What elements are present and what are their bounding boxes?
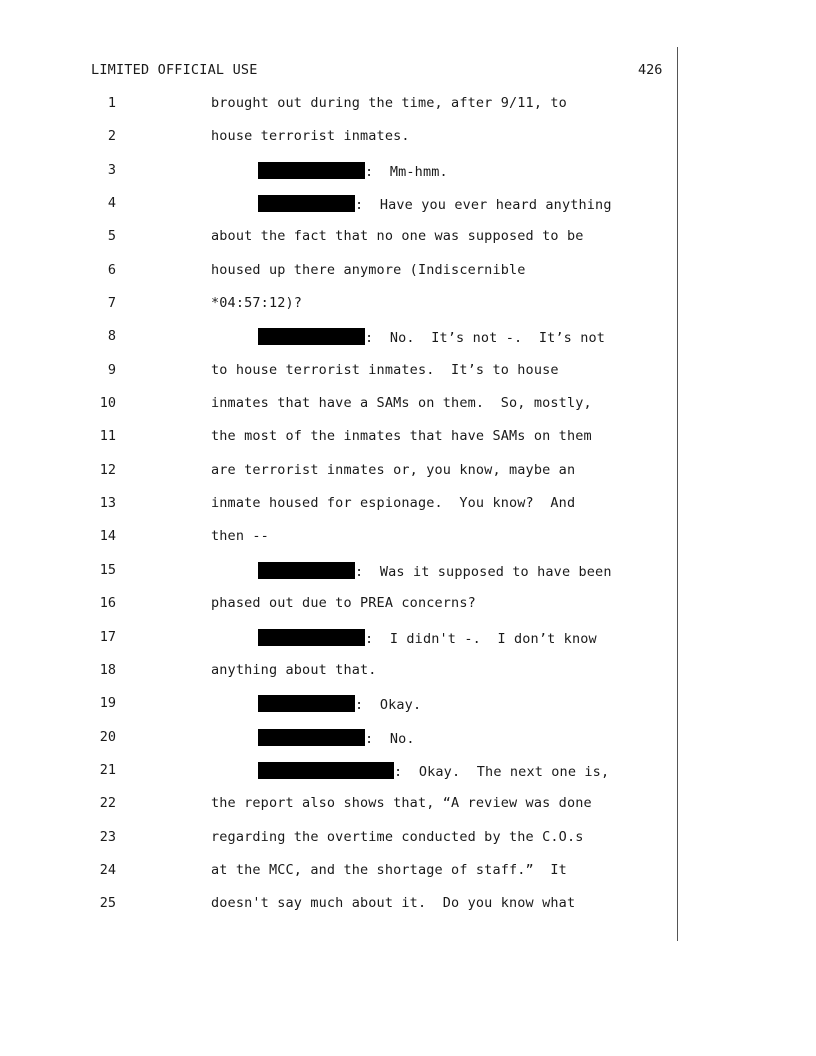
line-text: house terrorist inmates. xyxy=(211,128,410,145)
speaker-redaction xyxy=(258,162,365,179)
transcript-line-23 xyxy=(0,826,816,859)
line-text: regarding the overtime conducted by the C.O.s xyxy=(211,828,584,845)
line-number: 11 xyxy=(99,428,116,445)
transcript-line-14 xyxy=(0,525,816,558)
transcript-line-16 xyxy=(0,592,816,625)
speaker-redaction xyxy=(258,762,394,779)
line-number: 21 xyxy=(99,761,116,778)
transcript-line-20 xyxy=(0,726,816,759)
line-text: inmates that have a SAMs on them. So, mostly, xyxy=(211,395,592,412)
speaker-redaction xyxy=(258,729,365,746)
line-number: 23 xyxy=(99,828,116,845)
speaker-redaction xyxy=(258,695,355,712)
transcript-lines xyxy=(0,92,816,926)
line-text: about the fact that no one was supposed to be xyxy=(211,228,584,245)
line-text: to house terrorist inmates. It’s to house xyxy=(211,361,559,378)
transcript-line-21 xyxy=(0,759,816,792)
transcript-line-15 xyxy=(0,559,816,592)
line-text: the report also shows that, “A review was done xyxy=(211,795,592,812)
line-text: : Mm-hmm. xyxy=(365,163,448,180)
line-number: 3 xyxy=(107,161,116,178)
line-text: : No. xyxy=(365,730,415,747)
speaker-redaction xyxy=(258,629,365,646)
page-number: 426 xyxy=(638,62,663,78)
transcript-line-7 xyxy=(0,292,816,325)
line-number: 25 xyxy=(99,895,116,912)
line-number: 10 xyxy=(99,395,116,412)
transcript-line-11 xyxy=(0,425,816,458)
transcript-line-10 xyxy=(0,392,816,425)
transcript-line-5 xyxy=(0,225,816,258)
transcript-line-8 xyxy=(0,325,816,358)
transcript-line-25 xyxy=(0,892,816,925)
line-number: 4 xyxy=(107,195,116,212)
line-number: 8 xyxy=(107,328,116,345)
line-text: : I didn't -. I don’t know xyxy=(365,630,597,647)
line-text: : Was it supposed to have been xyxy=(355,563,612,580)
line-text: *04:57:12)? xyxy=(211,295,303,312)
transcript-line-13 xyxy=(0,492,816,525)
line-text: housed up there anymore (Indiscernible xyxy=(211,261,526,278)
line-number: 9 xyxy=(107,361,116,378)
transcript-line-19 xyxy=(0,692,816,725)
line-number: 5 xyxy=(107,228,116,245)
transcript-line-4 xyxy=(0,192,816,225)
transcript-line-3 xyxy=(0,159,816,192)
line-text: : Have you ever heard anything xyxy=(355,197,612,214)
speaker-redaction xyxy=(258,562,355,579)
classification-header: LIMITED OFFICIAL USE xyxy=(91,62,258,78)
transcript-line-22 xyxy=(0,792,816,825)
line-number: 15 xyxy=(99,561,116,578)
line-number: 24 xyxy=(99,861,116,878)
transcript-line-2 xyxy=(0,125,816,158)
line-text: : No. It’s not -. It’s not xyxy=(365,330,606,347)
line-text: brought out during the time, after 9/11, to xyxy=(211,95,567,111)
line-number: 17 xyxy=(99,628,116,645)
line-number: 14 xyxy=(99,528,116,545)
speaker-redaction xyxy=(258,328,365,345)
transcript-line-6 xyxy=(0,259,816,292)
line-text: phased out due to PREA concerns? xyxy=(211,595,476,612)
line-number: 13 xyxy=(99,495,116,512)
line-text: doesn't say much about it. Do you know what xyxy=(211,895,576,912)
line-text: the most of the inmates that have SAMs on them xyxy=(211,428,592,445)
line-number: 16 xyxy=(99,595,116,612)
transcript-line-12 xyxy=(0,459,816,492)
line-number: 12 xyxy=(99,461,116,478)
line-text: inmate housed for espionage. You know? And xyxy=(211,495,576,512)
transcript-line-17 xyxy=(0,626,816,659)
line-text: : Okay. The next one is, xyxy=(394,763,610,780)
transcript-line-24 xyxy=(0,859,816,892)
line-number: 22 xyxy=(99,795,116,812)
line-number: 6 xyxy=(107,261,116,278)
line-number: 1 xyxy=(107,95,116,111)
transcript-line-18 xyxy=(0,659,816,692)
line-number: 18 xyxy=(99,661,116,678)
line-text: at the MCC, and the shortage of staff.” It xyxy=(211,861,567,878)
line-number: 19 xyxy=(99,695,116,712)
line-text: anything about that. xyxy=(211,661,377,678)
line-number: 2 xyxy=(107,128,116,145)
line-number: 7 xyxy=(107,295,116,312)
line-text: then -- xyxy=(211,528,269,545)
transcript-line-1 xyxy=(0,92,816,125)
line-text: are terrorist inmates or, you know, maybe an xyxy=(211,461,576,478)
speaker-redaction xyxy=(258,195,355,212)
line-number: 20 xyxy=(99,728,116,745)
line-text: : Okay. xyxy=(355,697,422,714)
transcript-line-9 xyxy=(0,359,816,392)
